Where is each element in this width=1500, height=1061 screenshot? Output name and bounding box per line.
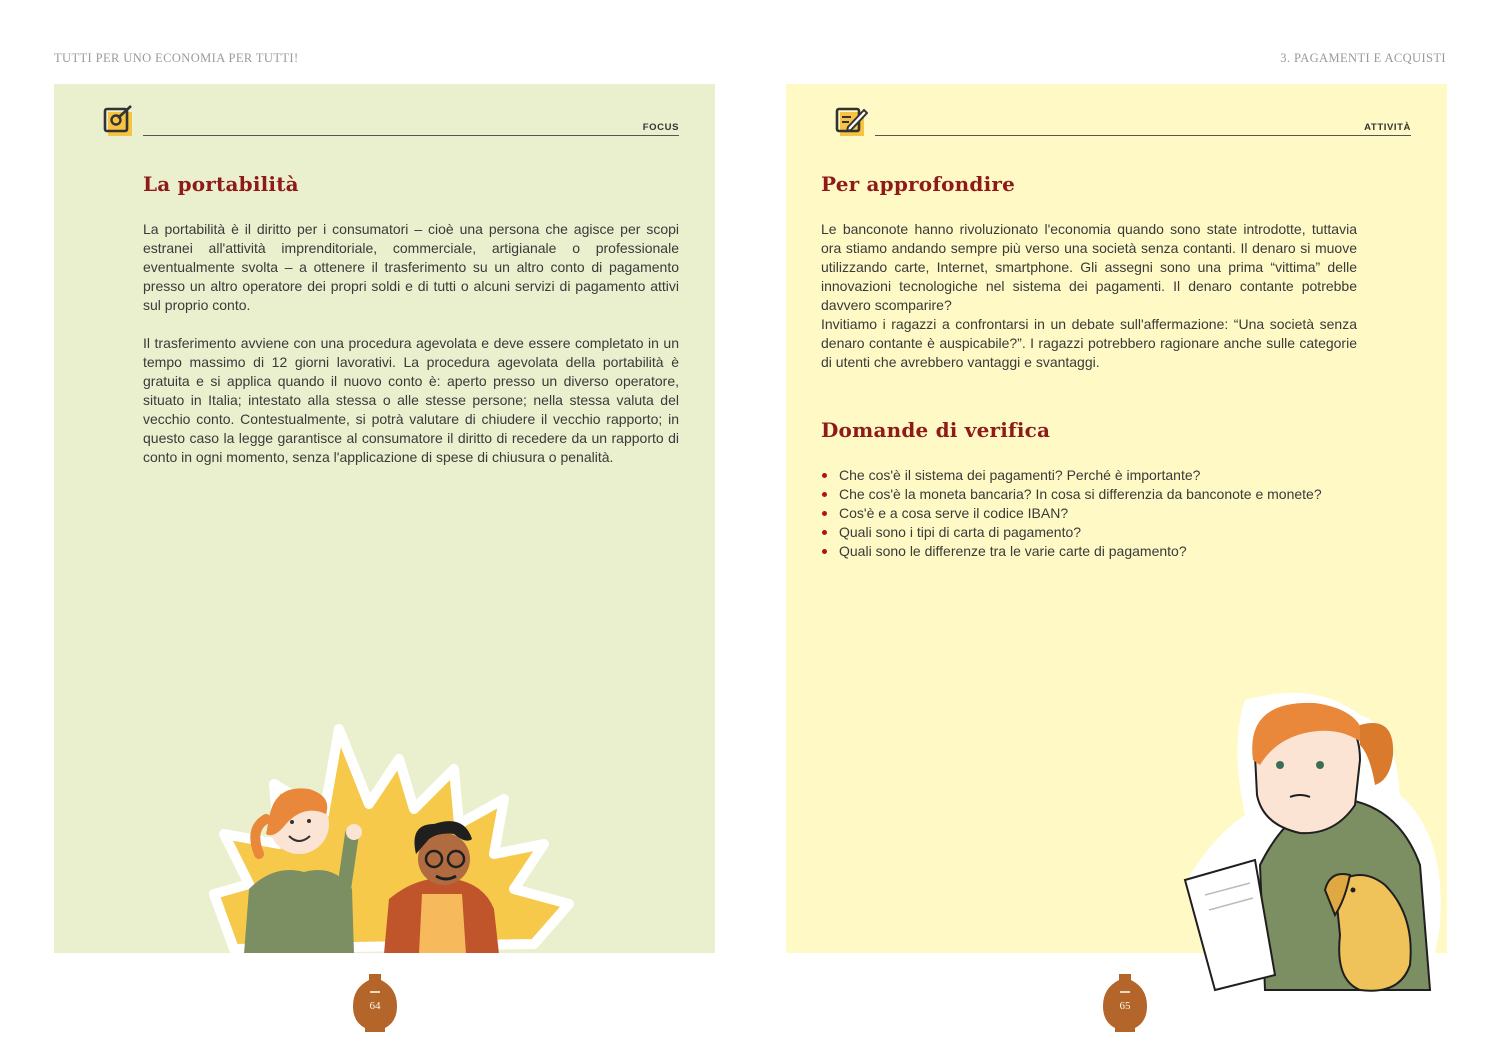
running-head-right: 3. PAGAMENTI E ACQUISTI — [1280, 51, 1446, 65]
approfondire-body — [821, 220, 1357, 372]
focus-panel — [54, 84, 715, 953]
running-head-left: TUTTI PER UNO ECONOMIA PER TUTTI! — [54, 51, 299, 65]
focus-body — [143, 220, 679, 467]
activity-tag: ATTIVITÀ — [1364, 122, 1411, 133]
students-illustration — [204, 714, 584, 953]
focus-paragraph-2: Il trasferimento avviene con una procedura agevolata e deve essere completato in un tempo massimo di 12 giorni lavorativi. La procedura agevolata della portabilità è gratuita e si applica quando il nuovo conto è: aperto presso un diverso operatore, situato in Italia; intestato alla stessa o alle stesse persone; nella stessa valuta del vecchio conto. Contestualmente, si potrà valutare di chiudere il vecchio rapporto; in questo caso la legge garantisce al consumatore il diritto di recedere da un rapporto di conto in ogni momento, senza l'applicazione di spese di chiusura o penalità. — [143, 335, 679, 465]
focus-title: La portabilità — [143, 172, 299, 196]
checkbox-pencil-icon — [102, 104, 136, 138]
header-rule — [875, 135, 1411, 136]
notepad-pencil-icon — [834, 104, 868, 138]
page-number-badge-right — [1101, 972, 1149, 1034]
focus-tag: FOCUS — [642, 122, 679, 133]
approfondire-paragraph-2: Invitiamo i ragazzi a confrontarsi in un debate sull'affermazione: “Una società senza denaro contante è auspicabile?”. I ragazzi potrebbero ragionare anche sulle categorie di utenti che avrebbero vantaggi e svantaggi. — [821, 316, 1357, 370]
list-item: Cos'è e a cosa serve il codice IBAN? — [821, 504, 1381, 523]
header-rule — [143, 135, 679, 136]
verifica-title: Domande di verifica — [821, 418, 1051, 442]
list-item: Che cos'è la moneta bancaria? In cosa si differenzia da banconote e monete? — [821, 485, 1381, 504]
list-item: Quali sono i tipi di carta di pagamento? — [821, 523, 1381, 542]
list-item: Che cos'è il sistema dei pagamenti? Perché è importante? — [821, 466, 1381, 485]
girl-reading-illustration — [1175, 685, 1450, 1000]
approfondire-title: Per approfondire — [821, 172, 1016, 196]
page-number: 65 — [1119, 1000, 1131, 1012]
focus-paragraph-1: La portabilità è il diritto per i consumatori – cioè una persona che agisce per scopi estranei all'attività imprenditoriale, commerciale, artigianale o professionale eventualmente svolta – a ottenere il trasferimento su un altro conto di pagamento presso un altro operatore dei propri soldi e di tutti o alcuni servizi di pagamento attivi sul proprio conto. — [143, 221, 679, 313]
page-number: 64 — [369, 1000, 381, 1012]
page-number-badge-left — [351, 972, 399, 1034]
approfondire-paragraph-1: Le banconote hanno rivoluzionato l'economia quando sono state introdotte, tuttavia ora stiamo andando sempre più verso una società senza contanti. Il denaro si muove utilizzando carte, Internet, smartphone. Gli assegni sono una prima “vittima” delle innovazioni tecnologiche nel sistema dei pagamenti. Il denaro contante potrebbe davvero scomparire? — [821, 221, 1357, 313]
list-item: Quali sono le differenze tra le varie carte di pagamento? — [821, 542, 1381, 561]
questions-list — [821, 466, 1381, 561]
